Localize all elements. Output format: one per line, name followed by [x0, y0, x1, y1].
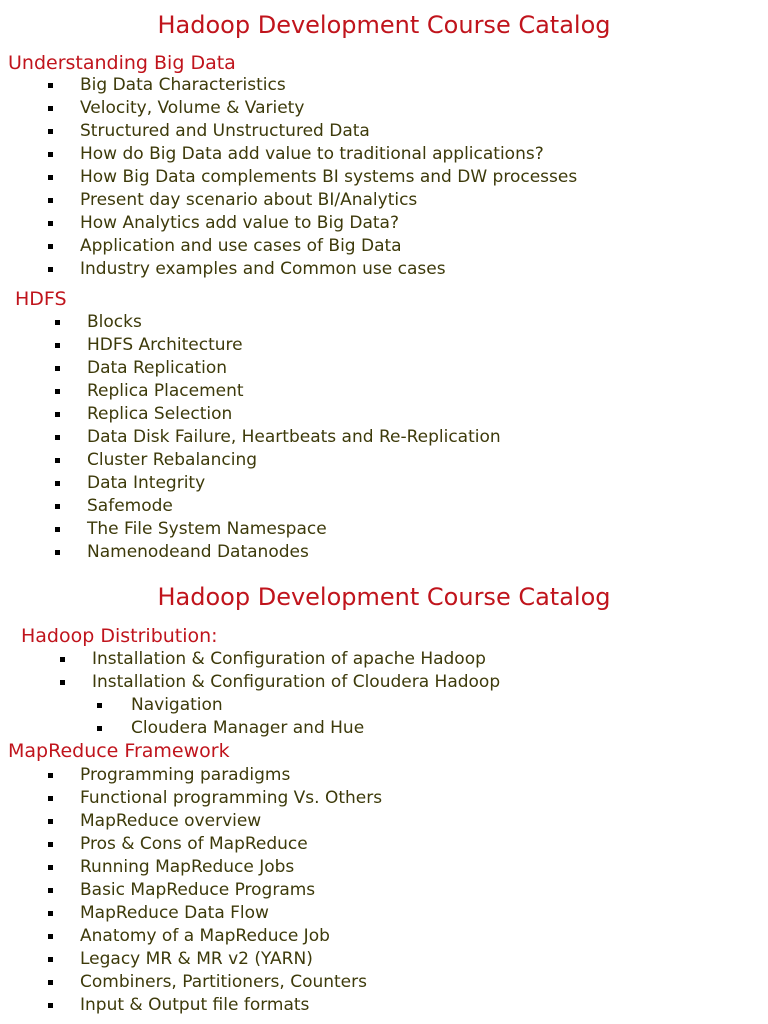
- square-bullet-icon: [48, 198, 53, 203]
- list-item-label: Data Integrity: [87, 473, 206, 494]
- square-bullet-icon: [55, 389, 60, 394]
- square-bullet-icon: [55, 550, 60, 555]
- square-bullet-icon: [55, 504, 60, 509]
- section-heading-mapreduce: MapReduce Framework: [8, 740, 230, 762]
- page-title: Hadoop Development Course Catalog: [157, 11, 611, 39]
- list-item: [48, 948, 382, 971]
- square-bullet-icon: [48, 934, 53, 939]
- list-item: [48, 74, 577, 97]
- square-bullet-icon: [48, 911, 53, 916]
- square-bullet-icon: [48, 83, 53, 88]
- list-item-label: Replica Placement: [87, 381, 244, 402]
- list-item: [48, 764, 382, 787]
- distribution-topic-list: [60, 648, 500, 694]
- list-item: [97, 694, 364, 717]
- list-item-label: The File System Namespace: [87, 519, 327, 540]
- list-item-label: Functional programming Vs. Others: [80, 788, 383, 809]
- distribution-subtopic-list: [97, 694, 364, 740]
- list-item: [55, 311, 501, 334]
- list-item: [48, 235, 577, 258]
- list-item-label: Namenodeand Datanodes: [87, 542, 309, 563]
- square-bullet-icon: [48, 1003, 53, 1008]
- list-item: [55, 403, 501, 426]
- list-item-label: Input & Output file formats: [80, 995, 310, 1016]
- list-item: [55, 518, 501, 541]
- square-bullet-icon: [48, 888, 53, 893]
- list-item: [55, 334, 501, 357]
- list-item-label: Programming paradigms: [80, 765, 291, 785]
- list-item-label: Data Replication: [87, 358, 228, 379]
- list-item-label: Cloudera Manager and Hue: [131, 718, 365, 739]
- list-item: [48, 902, 382, 925]
- list-item-label: Anatomy of a MapReduce Job: [80, 926, 330, 947]
- list-item: [48, 856, 382, 879]
- list-item-label: Velocity, Volume & Variety: [80, 98, 305, 119]
- list-item: [55, 426, 501, 449]
- list-item-label: MapReduce Data Flow: [80, 903, 269, 924]
- list-item-label: Application and use cases of Big Data: [80, 236, 402, 257]
- section-heading-distribution: Hadoop Distribution:: [21, 625, 218, 647]
- list-item: [60, 648, 500, 671]
- list-item-label: Big Data Characteristics: [80, 75, 286, 95]
- square-bullet-icon: [55, 366, 60, 371]
- square-bullet-icon: [48, 957, 53, 962]
- list-item-label: Navigation: [131, 695, 223, 715]
- list-item: [48, 97, 577, 120]
- list-item-label: Blocks: [87, 312, 142, 332]
- list-item: [48, 925, 382, 948]
- list-item-label: Installation & Configuration of Cloudera Hadoop: [92, 672, 501, 693]
- square-bullet-icon: [48, 152, 53, 157]
- list-item-label: Present day scenario about BI/Analytics: [80, 190, 418, 211]
- square-bullet-icon: [55, 458, 60, 463]
- list-item-label: Pros & Cons of MapReduce: [80, 834, 308, 855]
- square-bullet-icon: [55, 320, 60, 325]
- list-item: [55, 495, 501, 518]
- list-item: [97, 717, 364, 740]
- list-item: [48, 971, 382, 994]
- square-bullet-icon: [48, 244, 53, 249]
- list-item: [55, 380, 501, 403]
- list-item: [48, 994, 382, 1017]
- list-item-label: Basic MapReduce Programs: [80, 880, 316, 901]
- list-item: [48, 810, 382, 833]
- list-item: [48, 120, 577, 143]
- square-bullet-icon: [55, 412, 60, 417]
- list-item-label: Safemode: [87, 496, 173, 517]
- list-item-label: How Big Data complements BI systems and DW processes: [80, 167, 578, 188]
- square-bullet-icon: [48, 267, 53, 272]
- list-item: [55, 472, 501, 495]
- hdfs-topic-list: [55, 311, 501, 565]
- square-bullet-icon: [48, 175, 53, 180]
- square-bullet-icon: [48, 221, 53, 226]
- list-item-label: How do Big Data add value to traditional applications?: [80, 144, 544, 165]
- square-bullet-icon: [60, 657, 65, 662]
- list-item: [48, 787, 382, 810]
- list-item: [55, 541, 501, 564]
- list-item-label: Replica Selection: [87, 404, 233, 425]
- list-item-label: Cluster Rebalancing: [87, 450, 258, 471]
- square-bullet-icon: [55, 343, 60, 348]
- list-item: [48, 212, 577, 235]
- section-heading-hdfs: HDFS: [15, 288, 67, 310]
- square-bullet-icon: [97, 726, 102, 731]
- square-bullet-icon: [55, 435, 60, 440]
- list-item: [48, 189, 577, 212]
- list-item: [48, 879, 382, 902]
- list-item: [55, 449, 501, 472]
- list-item: [48, 143, 577, 166]
- list-item-label: MapReduce overview: [80, 811, 262, 832]
- mapreduce-topic-list: [48, 764, 382, 1018]
- big-data-topic-list: [48, 74, 577, 281]
- list-item-label: How Analytics add value to Big Data?: [80, 213, 399, 234]
- list-item: [55, 357, 501, 380]
- list-item-label: Combiners, Partitioners, Counters: [80, 972, 367, 993]
- list-item-label: Running MapReduce Jobs: [80, 857, 295, 878]
- list-item-label: HDFS Architecture: [87, 335, 243, 356]
- square-bullet-icon: [55, 527, 60, 532]
- square-bullet-icon: [48, 773, 53, 778]
- square-bullet-icon: [48, 129, 53, 134]
- list-item-label: Legacy MR & MR v2 (YARN): [80, 949, 313, 970]
- square-bullet-icon: [48, 796, 53, 801]
- list-item: [48, 258, 577, 281]
- list-item: [48, 166, 577, 189]
- list-item: [48, 833, 382, 856]
- square-bullet-icon: [48, 106, 53, 111]
- square-bullet-icon: [55, 481, 60, 486]
- list-item-label: Data Disk Failure, Heartbeats and Re-Replication: [87, 427, 501, 448]
- list-item: [60, 671, 500, 694]
- list-item-label: Structured and Unstructured Data: [80, 121, 370, 142]
- square-bullet-icon: [48, 865, 53, 870]
- square-bullet-icon: [48, 819, 53, 824]
- square-bullet-icon: [60, 680, 65, 685]
- section-heading-big-data: Understanding Big Data: [8, 52, 236, 74]
- square-bullet-icon: [48, 842, 53, 847]
- list-item-label: Installation & Configuration of apache Hadoop: [92, 649, 486, 669]
- page-title-repeat: Hadoop Development Course Catalog: [157, 583, 611, 611]
- square-bullet-icon: [48, 980, 53, 985]
- list-item-label: Industry examples and Common use cases: [80, 259, 446, 280]
- square-bullet-icon: [97, 703, 102, 708]
